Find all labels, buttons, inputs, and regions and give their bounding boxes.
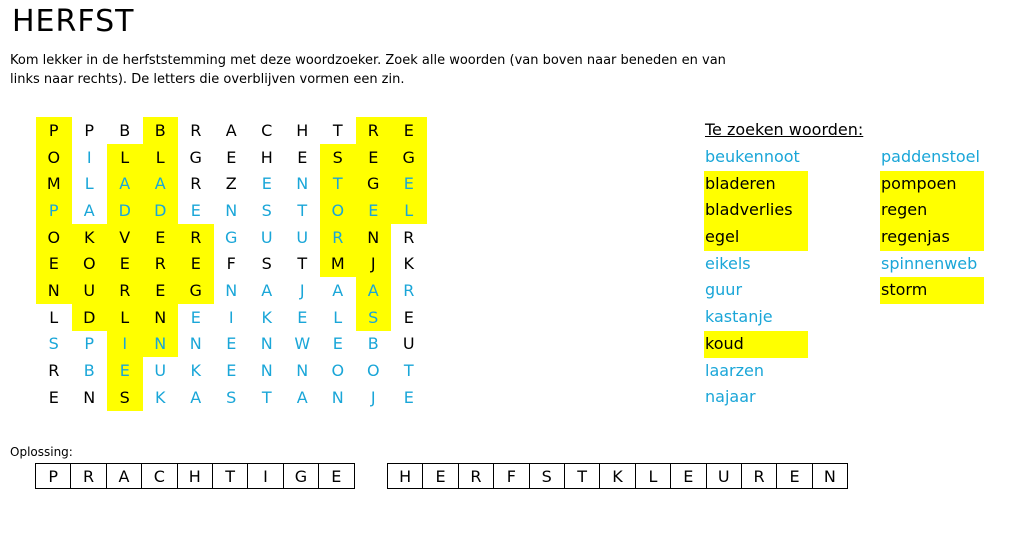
grid-cell[interactable]: B: [143, 117, 179, 144]
grid-cell[interactable]: G: [356, 170, 392, 197]
grid-cell[interactable]: E: [143, 224, 179, 251]
solution-letter-box[interactable]: G: [283, 463, 319, 489]
grid-cell[interactable]: G: [225, 227, 238, 247]
grid-cell[interactable]: I: [107, 331, 143, 358]
grid-cell[interactable]: N: [225, 200, 238, 220]
word-list-column-1: [704, 144, 808, 411]
grid-cell[interactable]: N: [356, 224, 392, 251]
solution-word-1: [35, 463, 355, 489]
solution-letter-box[interactable]: L: [635, 463, 671, 489]
grid-cell[interactable]: E: [297, 147, 308, 167]
grid-cell[interactable]: E: [332, 334, 343, 354]
grid-cell[interactable]: J: [299, 280, 305, 300]
grid-cell[interactable]: T: [320, 170, 356, 197]
grid-cell[interactable]: A: [107, 170, 143, 197]
grid-cell[interactable]: R: [403, 227, 415, 247]
solution-letter-box[interactable]: E: [670, 463, 706, 489]
grid-cell[interactable]: S: [356, 304, 392, 331]
word-list-item: spinnenweb: [881, 253, 978, 273]
grid-cell[interactable]: A: [190, 387, 202, 407]
grid-cell[interactable]: R: [356, 117, 392, 144]
word-list-item: najaar: [705, 387, 756, 407]
grid-cell[interactable]: R: [403, 280, 415, 300]
grid-cell[interactable]: E: [261, 174, 272, 194]
grid-cell[interactable]: S: [226, 387, 237, 407]
grid-cell[interactable]: N: [83, 387, 96, 407]
grid-cell[interactable]: E: [356, 144, 392, 171]
solution-letter-box[interactable]: N: [812, 463, 848, 489]
grid-cell[interactable]: S: [320, 144, 356, 171]
grid-cell[interactable]: Z: [225, 174, 237, 194]
grid-cell[interactable]: L: [391, 197, 427, 224]
word-list-item: kastanje: [705, 307, 773, 327]
grid-cell[interactable]: E: [391, 170, 427, 197]
word-list-item: bladverlies: [704, 197, 808, 224]
solution-letter-box[interactable]: R: [741, 463, 777, 489]
word-list-item: regenjas: [880, 224, 984, 251]
page-title: HERFST: [12, 4, 135, 39]
grid-cell[interactable]: C: [261, 120, 273, 140]
grid-cell[interactable]: P: [84, 334, 95, 354]
grid-cell[interactable]: N: [225, 280, 238, 300]
grid-cell[interactable]: N: [143, 304, 179, 331]
solution-letter-box[interactable]: E: [422, 463, 458, 489]
grid-cell[interactable]: L: [333, 307, 343, 327]
solution-label: Oplossing:: [10, 445, 73, 459]
grid-cell[interactable]: S: [261, 200, 272, 220]
grid-cell[interactable]: G: [189, 147, 202, 167]
grid-cell[interactable]: A: [225, 120, 237, 140]
word-list-item: eikels: [705, 253, 751, 273]
grid-cell[interactable]: D: [72, 304, 108, 331]
grid-cell[interactable]: U: [72, 277, 108, 304]
solution-letter-box[interactable]: I: [247, 463, 283, 489]
grid-cell[interactable]: L: [84, 174, 94, 194]
grid-cell[interactable]: N: [189, 334, 202, 354]
solution-letter-box[interactable]: R: [70, 463, 106, 489]
grid-cell[interactable]: L: [107, 304, 143, 331]
grid-cell[interactable]: R: [48, 361, 60, 381]
grid-cell[interactable]: E: [403, 387, 414, 407]
grid-cell[interactable]: R: [143, 250, 179, 277]
grid-cell[interactable]: W: [294, 334, 311, 354]
grid-cell[interactable]: K: [190, 361, 201, 381]
grid-cell[interactable]: A: [83, 200, 95, 220]
grid-cell[interactable]: U: [296, 227, 309, 247]
word-list-item: beukennoot: [705, 147, 800, 166]
solution-letter-box[interactable]: E: [318, 463, 354, 489]
grid-cell[interactable]: E: [107, 357, 143, 384]
grid-cell[interactable]: K: [155, 387, 166, 407]
grid-cell[interactable]: A: [143, 170, 179, 197]
grid-cell[interactable]: R: [178, 224, 214, 251]
grid-cell[interactable]: O: [36, 144, 72, 171]
grid-cell[interactable]: I: [228, 307, 234, 327]
grid-cell[interactable]: N: [260, 361, 273, 381]
grid-cell[interactable]: N: [260, 334, 273, 354]
grid-cell[interactable]: T: [403, 361, 414, 381]
grid-cell[interactable]: M: [320, 250, 356, 277]
solution-letter-box[interactable]: H: [177, 463, 213, 489]
word-search-grid: [36, 117, 427, 411]
solution-letter-box[interactable]: K: [599, 463, 635, 489]
grid-cell[interactable]: E: [48, 387, 59, 407]
word-list-item: paddenstoel: [881, 147, 980, 166]
grid-cell[interactable]: J: [370, 387, 376, 407]
solution-letter-box[interactable]: T: [212, 463, 248, 489]
grid-cell[interactable]: U: [402, 334, 415, 354]
grid-cell[interactable]: E: [297, 307, 308, 327]
grid-cell[interactable]: O: [72, 250, 108, 277]
grid-cell[interactable]: L: [107, 144, 143, 171]
grid-cell[interactable]: O: [366, 361, 380, 381]
word-list-item: bladeren: [704, 171, 808, 198]
grid-cell[interactable]: A: [356, 277, 392, 304]
solution-letter-box[interactable]: H: [387, 463, 423, 489]
grid-cell[interactable]: T: [332, 120, 343, 140]
grid-cell[interactable]: N: [296, 361, 309, 381]
word-list-item: egel: [704, 224, 808, 251]
word-list-heading: Te zoeken woorden:: [705, 120, 864, 139]
grid-cell[interactable]: L: [49, 307, 59, 327]
grid-cell[interactable]: S: [48, 334, 59, 354]
grid-cell[interactable]: O: [320, 197, 356, 224]
grid-cell[interactable]: E: [391, 117, 427, 144]
grid-cell[interactable]: N: [36, 277, 72, 304]
grid-cell[interactable]: R: [190, 120, 202, 140]
word-list-column-2: [880, 144, 984, 304]
grid-cell[interactable]: M: [36, 170, 72, 197]
grid-cell[interactable]: K: [72, 224, 108, 251]
grid-cell[interactable]: T: [261, 387, 272, 407]
grid-cell[interactable]: F: [226, 254, 236, 274]
grid-cell[interactable]: N: [296, 174, 309, 194]
grid-cell[interactable]: B: [367, 334, 379, 354]
word-list-item: koud: [704, 331, 808, 358]
grid-cell[interactable]: E: [226, 147, 237, 167]
word-list-item: regen: [880, 197, 984, 224]
instructions-text: Kom lekker in de herfststemming met deze woordzoeker. Zoek alle woorden (van boven naar beneden en van links naar rechts). De letters die overblijven vormen een zin.: [10, 53, 726, 87]
grid-cell[interactable]: J: [356, 250, 392, 277]
grid-cell[interactable]: S: [107, 384, 143, 411]
grid-cell[interactable]: D: [143, 197, 179, 224]
grid-cell[interactable]: E: [226, 361, 237, 381]
grid-cell[interactable]: G: [178, 277, 214, 304]
grid-cell[interactable]: V: [107, 224, 143, 251]
grid-cell[interactable]: E: [190, 307, 201, 327]
solution-letter-box[interactable]: S: [529, 463, 565, 489]
grid-cell[interactable]: K: [261, 307, 272, 327]
word-list-item: laarzen: [705, 360, 765, 380]
grid-cell[interactable]: B: [83, 361, 95, 381]
grid-cell[interactable]: G: [391, 144, 427, 171]
grid-cell[interactable]: N: [143, 331, 179, 358]
grid-cell[interactable]: A: [261, 280, 273, 300]
grid-cell[interactable]: D: [107, 197, 143, 224]
grid-cell[interactable]: E: [403, 307, 414, 327]
word-list-item: guur: [705, 280, 743, 300]
grid-cell[interactable]: E: [143, 277, 179, 304]
grid-cell[interactable]: R: [107, 277, 143, 304]
grid-cell[interactable]: E: [190, 200, 201, 220]
solution-letter-box[interactable]: P: [35, 463, 71, 489]
grid-cell[interactable]: P: [36, 117, 72, 144]
solution-letter-box[interactable]: C: [141, 463, 177, 489]
word-list-item: pompoen: [880, 171, 984, 198]
grid-cell[interactable]: I: [86, 147, 92, 167]
solution-letter-box[interactable]: A: [106, 463, 142, 489]
grid-cell[interactable]: O: [331, 361, 345, 381]
grid-cell[interactable]: P: [84, 120, 95, 140]
grid-cell[interactable]: R: [190, 174, 202, 194]
grid-cell[interactable]: R: [320, 224, 356, 251]
grid-cell[interactable]: T: [297, 200, 308, 220]
grid-cell[interactable]: E: [178, 250, 214, 277]
grid-cell[interactable]: E: [356, 197, 392, 224]
grid-cell[interactable]: E: [36, 250, 72, 277]
solution-letter-box[interactable]: R: [458, 463, 494, 489]
grid-cell[interactable]: P: [36, 197, 72, 224]
grid-cell[interactable]: U: [260, 227, 273, 247]
grid-cell[interactable]: O: [36, 224, 72, 251]
solution-word-2: [387, 463, 848, 489]
grid-cell[interactable]: S: [261, 254, 272, 274]
solution-letter-box[interactable]: E: [776, 463, 812, 489]
grid-cell[interactable]: A: [296, 387, 308, 407]
word-list-item: storm: [880, 277, 984, 304]
solution-letter-box[interactable]: U: [706, 463, 742, 489]
grid-cell[interactable]: E: [107, 250, 143, 277]
grid-cell[interactable]: H: [260, 147, 273, 167]
grid-cell[interactable]: U: [154, 361, 167, 381]
grid-cell[interactable]: E: [226, 334, 237, 354]
grid-cell[interactable]: A: [332, 280, 344, 300]
grid-cell[interactable]: T: [297, 254, 308, 274]
grid-cell[interactable]: H: [296, 120, 309, 140]
grid-cell[interactable]: L: [143, 144, 179, 171]
grid-cell[interactable]: N: [331, 387, 344, 407]
solution-letter-box[interactable]: T: [564, 463, 600, 489]
grid-cell[interactable]: K: [403, 254, 414, 274]
solution-letter-box[interactable]: F: [493, 463, 529, 489]
grid-cell[interactable]: B: [119, 120, 131, 140]
